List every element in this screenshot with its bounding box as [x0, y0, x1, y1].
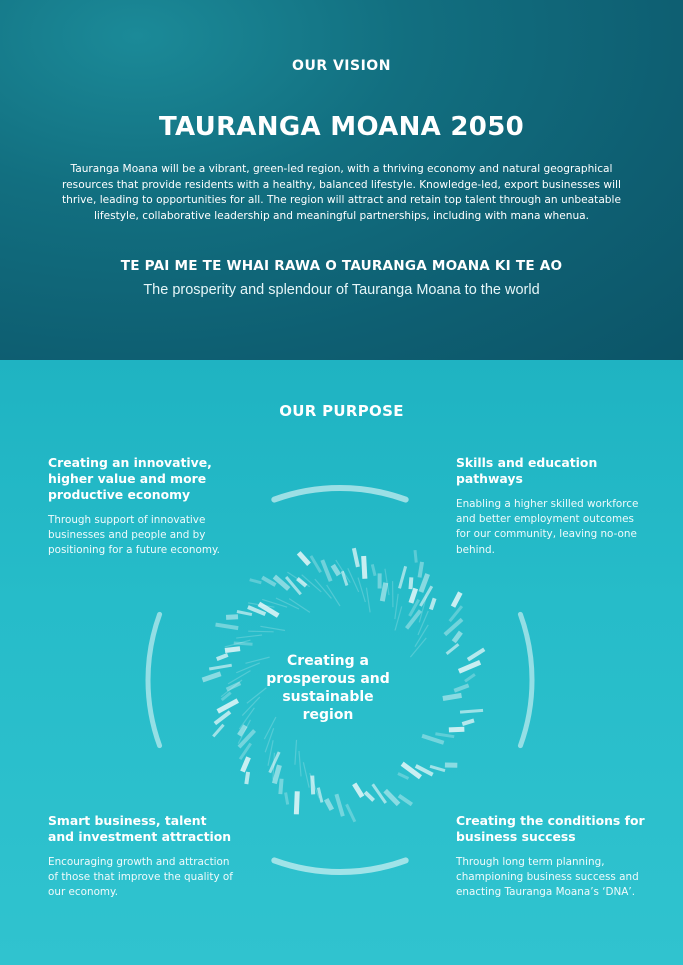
spiral-dash [399, 796, 412, 805]
block-body: Encouraging growth and attraction of those that improve the quality of our economy. [48, 856, 233, 899]
maori-title: TE PAI ME TE WHAI RAWA O TAURANGA MOANA KI TE AO [120, 258, 563, 274]
spiral-dash [373, 784, 386, 803]
spiral-dash [431, 598, 435, 609]
spiral-dash [420, 562, 423, 578]
spiral-dash [311, 556, 321, 572]
spiral-dash [460, 710, 483, 712]
spiral-thin-line [260, 626, 285, 630]
spiral-dash [299, 553, 309, 565]
vision-label: OUR VISION [292, 58, 391, 74]
vision-title: TAURANGA MOANA 2050 [159, 112, 524, 142]
block-title: Creating an innovative, higher value and more productive economy [48, 455, 212, 502]
spiral-dash [296, 791, 297, 814]
spiral-dash [443, 695, 462, 698]
spiral-thin-line [295, 740, 297, 765]
block-title: Creating the conditions for business success [456, 813, 645, 844]
spiral-dash [364, 556, 365, 579]
spiral-dash [385, 791, 398, 805]
spiral-thin-line [268, 740, 273, 766]
block-title: Skills and education pathways [456, 455, 598, 486]
spiral-dash [347, 804, 355, 821]
spiral-dash [203, 674, 221, 680]
spiral-dash [454, 685, 468, 690]
ring-arc [148, 614, 160, 745]
spiral-dash [250, 580, 262, 583]
spiral-dash [222, 693, 231, 700]
spiral-dash [400, 566, 406, 588]
spiral-dash [382, 583, 385, 601]
spiral-thin-line [358, 578, 365, 602]
spiral-dash [453, 593, 460, 607]
block-title: Smart business, talent and investment attraction [48, 813, 232, 844]
spiral-dash [237, 612, 252, 615]
spiral-dash [215, 712, 230, 724]
spiral-dash [462, 720, 474, 724]
spiral-thin-line [348, 568, 359, 592]
spiral-dash [398, 773, 409, 778]
spiral-dash [411, 589, 416, 603]
spiral-dash [280, 779, 281, 794]
spiral-dash [459, 662, 480, 671]
purpose-center-label: Creating a prosperous and sustainable region [266, 653, 390, 723]
spiral-dash [468, 649, 484, 659]
spiral-thin-line [299, 751, 301, 776]
spiral-dash [246, 772, 248, 784]
spiral-dash [421, 574, 428, 592]
spiral-dash [213, 725, 223, 737]
maori-subtitle: The prosperity and splendour of Tauranga Moana to the world [143, 282, 540, 298]
spiral-dash [209, 665, 232, 669]
spiral-thin-line [265, 728, 273, 752]
spiral-dash [415, 550, 416, 562]
spiral-dash [430, 766, 445, 770]
ring-arc [274, 860, 405, 872]
purpose-block-smart-business [48, 813, 233, 901]
block-body: Enabling a higher skilled workforce and better employment outcomes for our community, leaving no-one behind. [456, 498, 639, 556]
spiral-dash [217, 655, 228, 659]
spiral-dash [449, 729, 464, 730]
spiral-thin-line [303, 762, 309, 787]
spiral-dash [333, 565, 339, 575]
spiral-dash [286, 793, 288, 805]
spiral-dash [243, 757, 249, 771]
spiral-dash [312, 776, 313, 795]
purpose-block-innovative-economy [48, 455, 223, 559]
spiral-thin-line [236, 635, 262, 638]
spiral-dash [407, 611, 421, 629]
block-body: Through long term planning, championing business success and enacting Tauranga Moana’s ‘DNA’. [456, 856, 639, 899]
spiral-dash [422, 736, 444, 743]
block-body: Through support of innovative businesses and people and by positioning for a future economy. [48, 514, 220, 557]
spiral-dash [447, 644, 459, 654]
ring-arc [274, 488, 405, 500]
purpose-block-business-success [456, 813, 651, 901]
spiral-dash [372, 564, 375, 575]
purpose-block-skills-education [456, 455, 651, 558]
spiral-dash [435, 734, 454, 737]
ring-arc [520, 614, 532, 745]
spiral-dash [410, 577, 411, 589]
spiral-dash [226, 617, 238, 618]
spiral-dash [454, 632, 461, 642]
spiral-dash [218, 701, 238, 712]
spiral-thin-line [236, 663, 260, 673]
spiral-dash [326, 799, 332, 810]
spiral-dash [465, 674, 475, 681]
spiral-dash [225, 649, 240, 651]
spiral-thin-line [395, 594, 398, 619]
spiral-dash [216, 625, 239, 629]
spiral-thin-line [248, 631, 273, 632]
spiral-dash [336, 794, 342, 816]
vision-body: Tauranga Moana will be a vibrant, green-led region, with a thriving economy and natural geographical resources that provide residents with a healthy, balanced lifestyle. Knowledge-led, export businesses will thrive, leading to opportunities for all. The region will attract and retain top talent through an unbeatable lifestyle, collaborative leadership and meaningful partnerships, including with mana whenua. [62, 163, 621, 222]
spiral-dash [365, 792, 374, 800]
spiral-dash [318, 788, 322, 803]
spiral-dash [274, 765, 279, 783]
spiral-dash [354, 784, 362, 797]
spiral-thin-line [366, 588, 370, 613]
spiral-dash [322, 560, 330, 581]
spiral-dash [354, 548, 358, 567]
purpose-label: OUR PURPOSE [279, 402, 404, 420]
